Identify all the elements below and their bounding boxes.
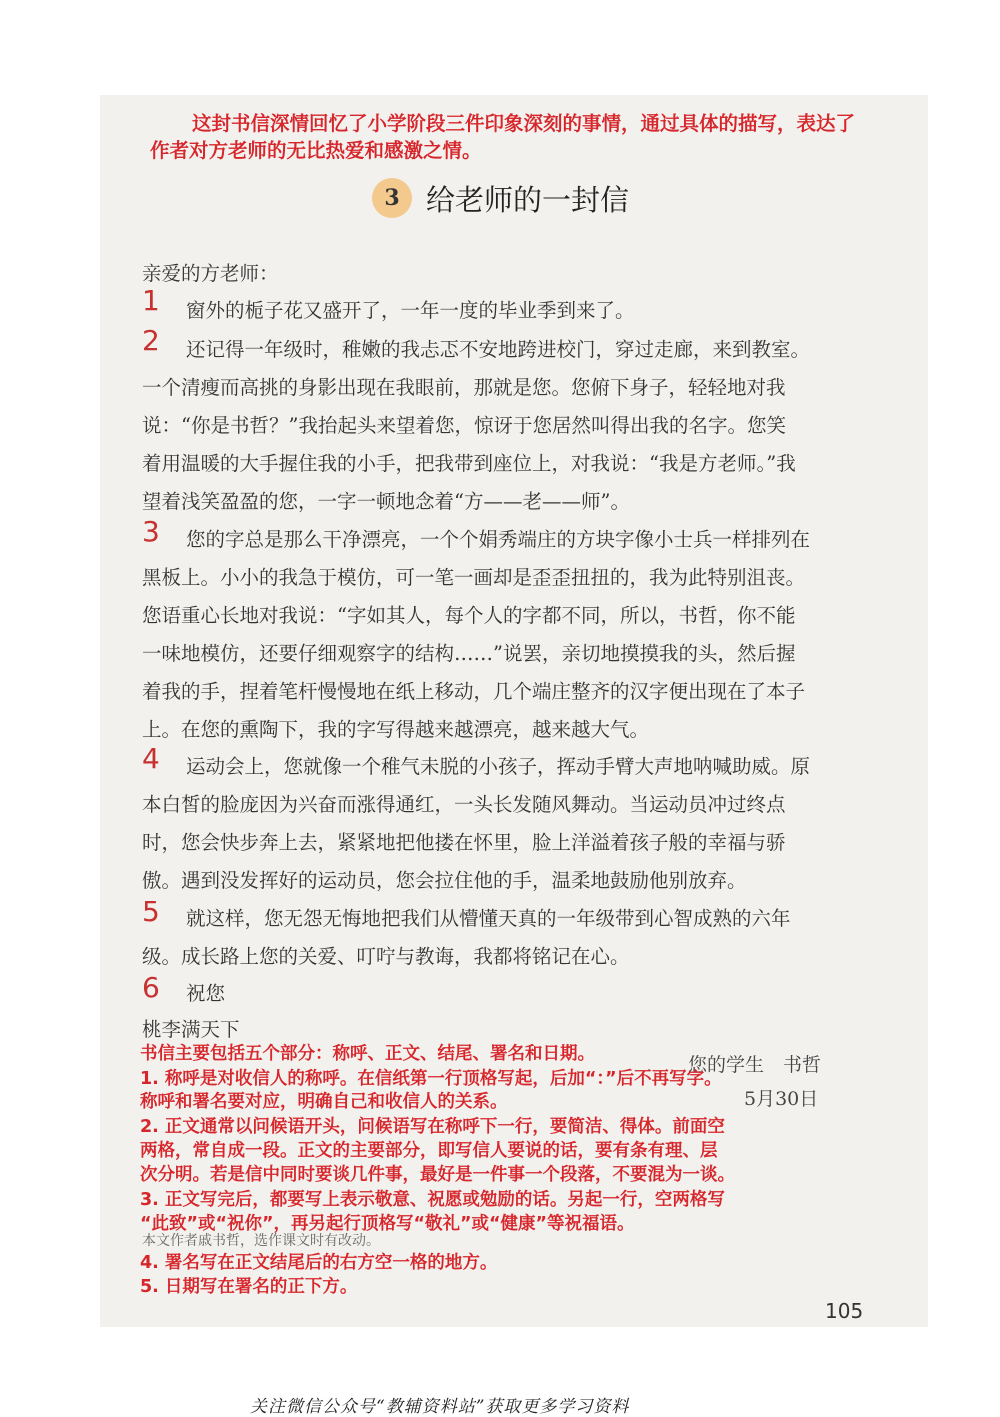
paragraph-number: 5 <box>142 895 160 928</box>
closing-line: 桃李满天下 <box>142 1018 240 1041</box>
page-title: 给老师的一封信 <box>426 182 630 217</box>
signature-date: 5月30日 <box>744 1088 819 1110</box>
paragraph-number: 6 <box>142 971 160 1004</box>
source-note: 本文作者戚书哲，选作课文时有改动。 <box>142 1233 380 1249</box>
note-line: 4. 署名写在正文结尾后的右方空一格的地方。 <box>140 1253 498 1273</box>
note-line: 两格，常自成一段。正文的主要部分，即写信人要说的话，要有条有理、层 <box>140 1141 718 1161</box>
footer-note: 关注微信公众号“教辅资料站”获取更多学习资料 <box>250 1397 630 1417</box>
body-line: 就这样，您无怨无悔地把我们从懵懂天真的一年级带到心智成熟的六年 <box>186 907 791 930</box>
body-line: 窗外的栀子花又盛开了，一年一度的毕业季到来了。 <box>186 299 635 322</box>
closing-line: 祝您 <box>186 982 226 1005</box>
body-line: 上。在您的熏陶下，我的字写得越来越漂亮，越来越大气。 <box>142 718 650 741</box>
body-line: 傲。遇到没发挥好的运动员，您会拉住他的手，温柔地鼓励他别放弃。 <box>142 869 747 892</box>
body-line: 本白皙的脸庞因为兴奋而涨得通红，一头长发随风舞动。当运动员冲过终点 <box>142 793 786 816</box>
page-number: 105 <box>825 1299 864 1323</box>
note-line: 1. 称呼是对收信人的称呼。在信纸第一行顶格写起，后加“：”后不再写字。 <box>140 1069 722 1089</box>
body-line: 着用温暖的大手握住我的小手，把我带到座位上，对我说：“我是方老师。”我 <box>142 452 796 475</box>
note-line: “此致”或“祝你”，再另起行顶格写“敬礼”或“健康”等祝福语。 <box>140 1214 635 1234</box>
body-line: 您语重心长地对我说：“字如其人，每个人的字都不同，所以，书哲，你不能 <box>142 604 796 627</box>
summary-line-2: 作者对方老师的无比热爱和感激之情。 <box>150 139 482 162</box>
body-line: 黑板上。小小的我急于模仿，可一笔一画却是歪歪扭扭的，我为此特别沮丧。 <box>142 566 806 589</box>
note-line: 称呼和署名要对应，明确自己和收信人的关系。 <box>140 1092 508 1112</box>
body-line: 您的字总是那么干净漂亮，一个个娟秀端庄的方块字像小士兵一样排列在 <box>186 528 811 551</box>
paragraph-number: 4 <box>142 742 160 775</box>
note-line: 书信主要包括五个部分：称呼、正文、结尾、署名和日期。 <box>140 1044 595 1064</box>
body-line: 一个清瘦而高挑的身影出现在我眼前，那就是您。您俯下身子，轻轻地对我 <box>142 376 786 399</box>
summary-line-1: 这封书信深情回忆了小学阶段三件印象深刻的事情，通过具体的描写，表达了 <box>192 112 856 135</box>
lesson-number-badge: 3 <box>372 178 412 218</box>
note-line: 2. 正文通常以问候语开头，问候语写在称呼下一行，要简洁、得体。前面空 <box>140 1117 725 1137</box>
body-line: 一味地模仿，还要仔细观察字的结构……”说罢，亲切地摸摸我的头，然后握 <box>142 642 796 665</box>
salutation-text: 亲爱的方老师： <box>142 262 279 285</box>
paragraph-number: 3 <box>142 515 160 548</box>
body-line: 级。成长路上您的关爱、叮咛与教诲，我都将铭记在心。 <box>142 945 630 968</box>
paragraph-number: 1 <box>142 284 160 317</box>
lesson-title <box>372 176 629 220</box>
body-line: 时，您会快步奔上去，紧紧地把他搂在怀里，脸上洋溢着孩子般的幸福与骄 <box>142 831 786 854</box>
summary-annotation <box>150 110 880 164</box>
body-line: 着我的手，捏着笔杆慢慢地在纸上移动，几个端庄整齐的汉字便出现在了本子 <box>142 680 806 703</box>
note-line: 次分明。若是信中同时要谈几件事，最好是一件事一个段落，不要混为一谈。 <box>140 1165 735 1185</box>
body-line: 说：“你是书哲？”我抬起头来望着您，惊讶于您居然叫得出我的名字。您笑 <box>142 414 786 437</box>
body-line: 还记得一年级时，稚嫩的我忐忑不安地跨进校门，穿过走廊，来到教室。 <box>186 338 811 361</box>
note-line: 3. 正文写完后，都要写上表示敬意、祝愿或勉励的话。另起一行，空两格写 <box>140 1190 725 1210</box>
note-line: 5. 日期写在署名的正下方。 <box>140 1277 358 1297</box>
paragraph-number: 2 <box>142 324 160 357</box>
signature-student: 您的学生 书哲 <box>688 1054 822 1076</box>
body-line: 望着浅笑盈盈的您，一字一顿地念着“方——老——师”。 <box>142 490 630 513</box>
body-line: 运动会上，您就像一个稚气未脱的小孩子，挥动手臂大声地呐喊助威。原 <box>186 755 811 778</box>
